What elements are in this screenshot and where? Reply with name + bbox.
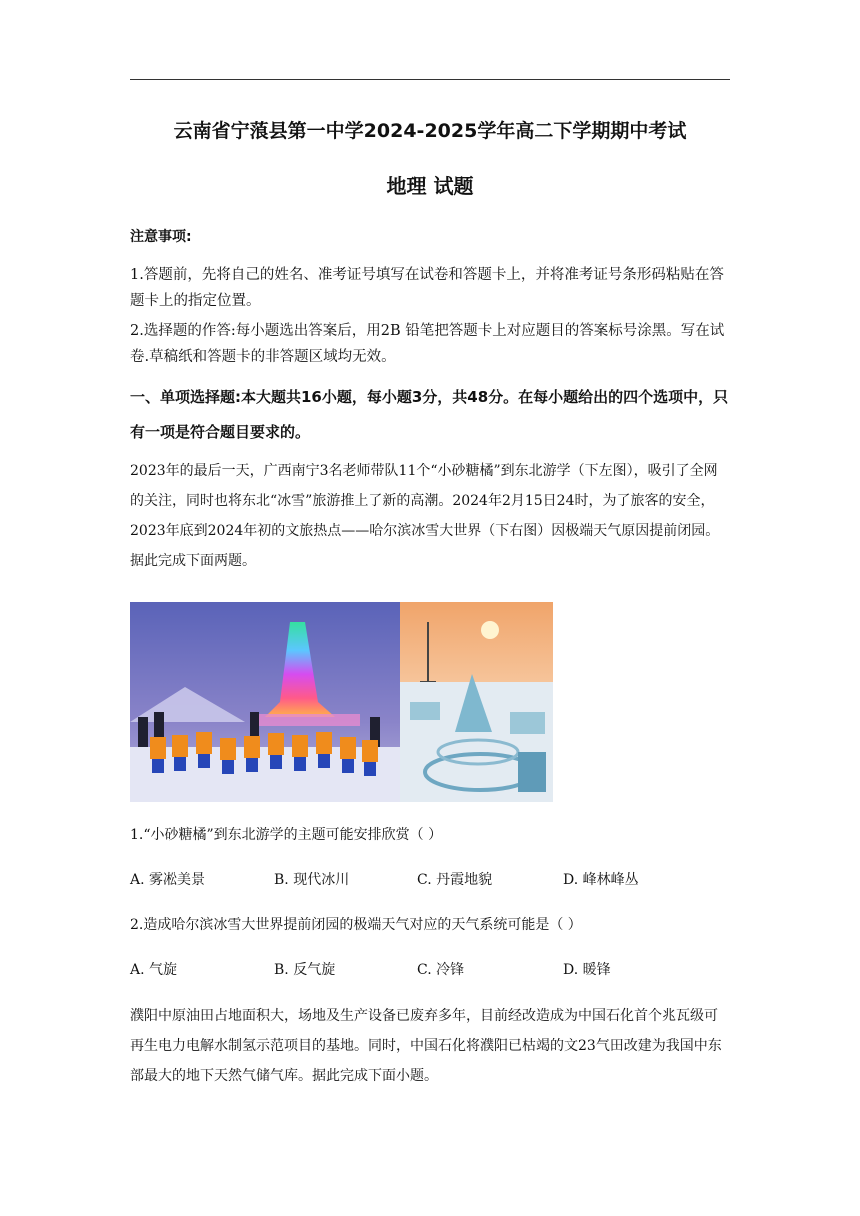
exam-title: 云南省宁蒗县第一中学2024-2025学年高二下学期期中考试 (173, 120, 687, 142)
option-b: B. 现代冰川 (274, 872, 350, 888)
question-2-options (130, 959, 730, 981)
notice-item-2: 2.选择题的作答:每小题选出答案后，用2B 铅笔把答题卡上对应题目的答案标号涂黑。写在试卷.草稿纸和答题卡的非答题区域均无效。 (130, 323, 725, 365)
question-1-options (130, 869, 730, 891)
option-a: A. 雾凇美景 (130, 872, 206, 888)
option-c: C. 冷锋 (417, 962, 465, 978)
section-heading: 一、单项选择题:本大题共16小题，每小题3分，共48分。在每小题给出的四个选项中，只有一项是符合题目要求的。 (130, 388, 729, 441)
option-a: A. 气旋 (130, 962, 178, 978)
question-2-stem: 2.造成哈尔滨冰雪大世界提前闭园的极端天气对应的天气系统可能是（ ） (130, 917, 582, 933)
notice-heading: 注意事项: (130, 229, 192, 245)
option-d: D. 峰林峰丛 (563, 872, 639, 888)
subject-title: 地理 试题 (386, 174, 474, 198)
harbin-ice-world-aerial-photo (400, 602, 553, 802)
header-rule (130, 79, 730, 80)
option-d: D. 暖锋 (563, 962, 611, 978)
question-1-stem: 1.“小砂糖橘”到东北游学的主题可能安排欣赏（ ） (130, 827, 443, 843)
option-b: B. 反气旋 (274, 962, 336, 978)
reading-passage-1: 2023年的最后一天，广西南宁3名老师带队11个“小砂糖橘”到东北游学（下左图），吸引了全网的关注，同时也将东北“冰雪”旅游推上了新的高潮。2024年2月15日24时，为了旅客的安全，2023年底到2024年初的文旅热点——哈尔滨冰雪大世界（下右图）因极端天气原因提前闭园。据此完成下面两题。 (130, 463, 720, 569)
reading-passage-2: 濮阳中原油田占地面积大，场地及生产设备已废弃多年，目前经改造成为中国石化首个兆瓦级可再生电力电解水制氢示范项目的基地。同时，中国石化将濮阳已枯竭的文23气田改建为我国中东部最大的地下天然气储气库。据此完成下面小题。 (130, 1008, 722, 1084)
students-ice-festival-photo (130, 602, 400, 802)
option-c: C. 丹霞地貌 (417, 872, 493, 888)
notice-item-1: 1.答题前，先将自己的姓名、准考证号填写在试卷和答题卡上，并将准考证号条形码粘贴在答题卡上的指定位置。 (130, 267, 724, 309)
